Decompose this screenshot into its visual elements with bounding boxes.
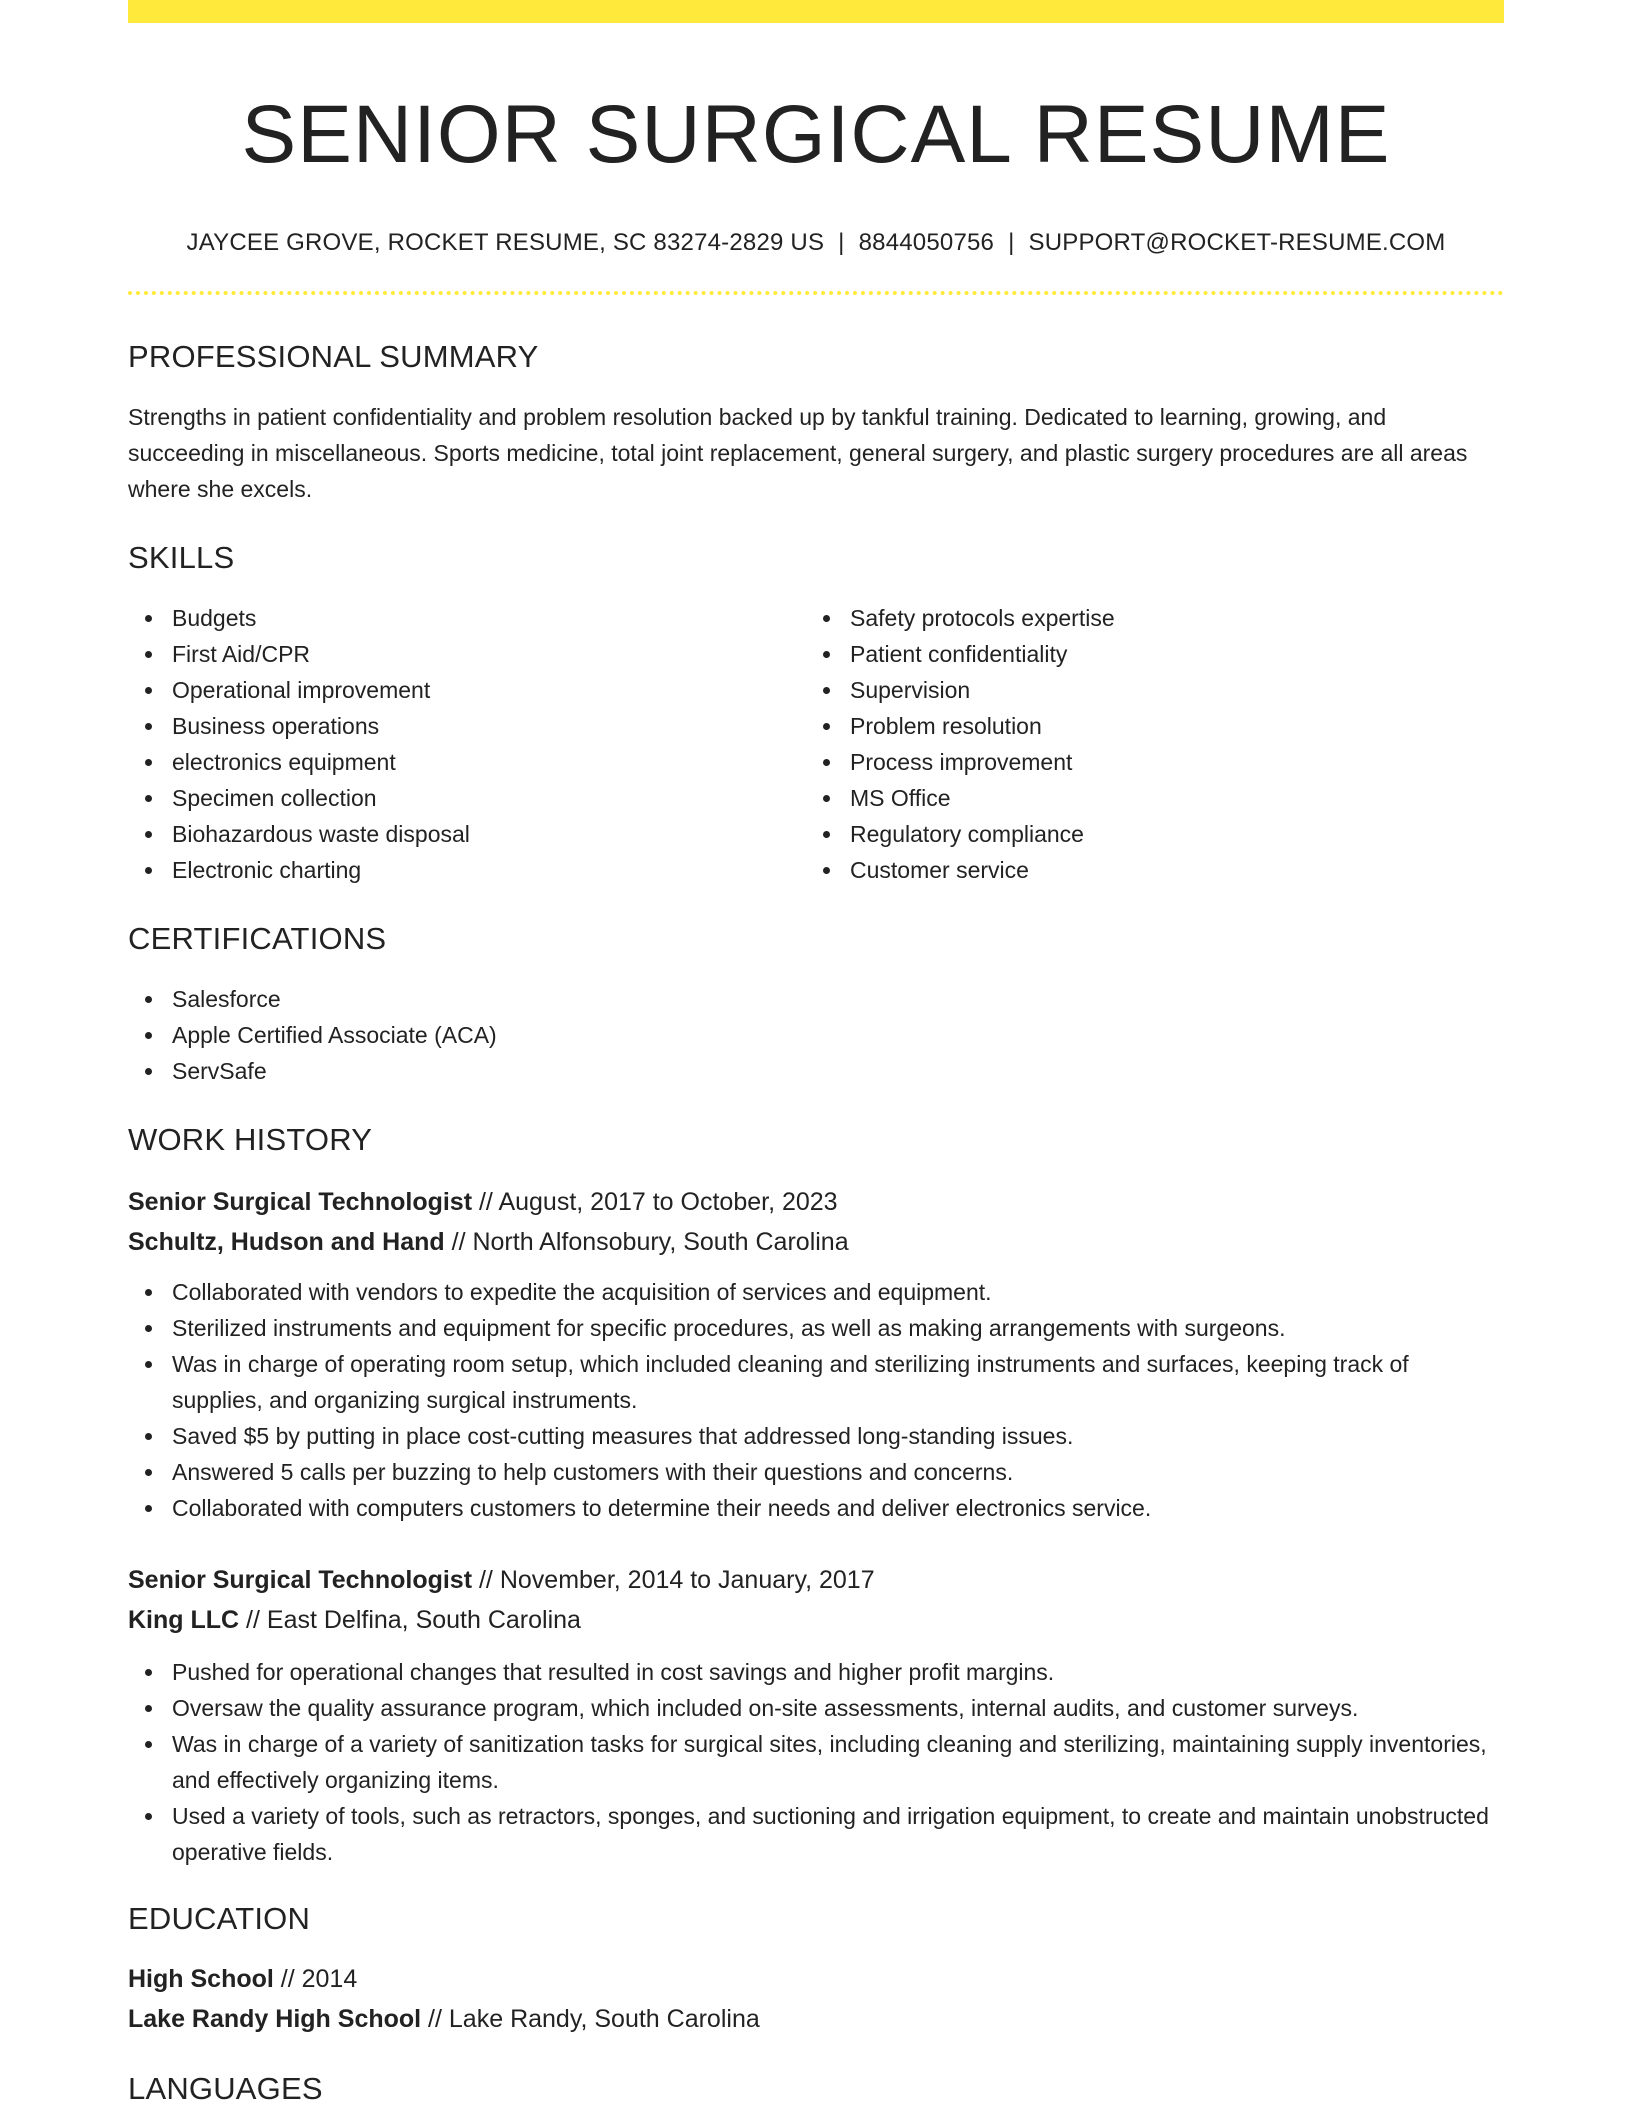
certification-item: Apple Certified Associate (ACA) <box>128 1017 1504 1053</box>
skill-item: Electronic charting <box>128 852 806 888</box>
job-title-line <box>128 1182 1504 1222</box>
certifications-list <box>128 981 1504 1089</box>
skill-item: Regulatory compliance <box>806 816 1484 852</box>
skill-item: Operational improvement <box>128 672 806 708</box>
skill-item: Supervision <box>806 672 1484 708</box>
job-entry <box>128 1560 1504 1870</box>
job-bullet: Collaborated with computers customers to determine their needs and deliver electronics service. <box>128 1490 1504 1526</box>
skill-item: Customer service <box>806 852 1484 888</box>
contact-address: JAYCEE GROVE, ROCKET RESUME, SC 83274-2829 US <box>186 229 825 256</box>
job-company-line <box>128 1600 1504 1640</box>
summary-section <box>128 337 1504 507</box>
field-separator: // <box>239 1606 267 1634</box>
field-separator: // <box>472 1566 500 1594</box>
job-bullet: Oversaw the quality assurance program, which included on-site assessments, internal audits, and customer surveys. <box>128 1690 1504 1726</box>
skill-item: First Aid/CPR <box>128 636 806 672</box>
job-location: North Alfonsobury, South Carolina <box>472 1228 849 1256</box>
job-company: Schultz, Hudson and Hand <box>128 1228 445 1256</box>
skill-item: Business operations <box>128 708 806 744</box>
skill-item: electronics equipment <box>128 744 806 780</box>
languages-heading: LANGUAGES <box>128 2071 323 2106</box>
job-bullet: Used a variety of tools, such as retractors, sponges, and suctioning and irrigation equipment, to create and maintain unobstructed operative fields. <box>128 1798 1504 1870</box>
job-title: Senior Surgical Technologist <box>128 1566 473 1594</box>
job-bullet: Was in charge of operating room setup, which included cleaning and sterilizing instruments and surfaces, keeping track of supplies, and organizing surgical instruments. <box>128 1346 1504 1418</box>
job-bullet: Was in charge of a variety of sanitization tasks for surgical sites, including cleaning and sterilizing, maintaining supply inventories, and effectively organizing items. <box>128 1726 1504 1798</box>
education-section <box>128 1899 1504 2039</box>
job-bullet: Sterilized instruments and equipment for specific procedures, as well as making arrangements with surgeons. <box>128 1310 1504 1346</box>
skill-item: Patient confidentiality <box>806 636 1484 672</box>
resume-page <box>128 0 1504 2109</box>
job-title-line <box>128 1560 1504 1600</box>
work-history-heading: WORK HISTORY <box>128 1122 373 1157</box>
job-bullet: Saved $5 by putting in place cost-cutting measures that addressed long-standing issues. <box>128 1418 1504 1454</box>
job-bullet: Pushed for operational changes that resulted in cost savings and higher profit margins. <box>128 1654 1504 1690</box>
header-divider <box>128 291 1504 295</box>
skill-item: Problem resolution <box>806 708 1484 744</box>
education-degree-line <box>128 1959 1504 1999</box>
field-separator: // <box>472 1188 499 1216</box>
languages-section <box>128 2069 1504 2109</box>
skill-item: Biohazardous waste disposal <box>128 816 806 852</box>
education-school-line <box>128 1999 1504 2039</box>
contact-phone: 8844050756 <box>858 229 995 256</box>
skill-item: Process improvement <box>806 744 1484 780</box>
education-degree: High School <box>128 1965 274 1993</box>
education-heading: EDUCATION <box>128 1901 311 1936</box>
job-bullet: Collaborated with vendors to expedite the acquisition of services and equipment. <box>128 1274 1504 1310</box>
skill-item: MS Office <box>806 780 1484 816</box>
education-school: Lake Randy High School <box>128 2005 422 2033</box>
job-bullet: Answered 5 calls per buzzing to help customers with their questions and concerns. <box>128 1454 1504 1490</box>
field-separator: // <box>421 2005 449 2033</box>
job-bullets <box>128 1274 1504 1526</box>
skills-list-left <box>128 600 806 888</box>
job-dates: November, 2014 to January, 2017 <box>499 1566 875 1594</box>
contact-separator: | <box>838 229 845 256</box>
skills-heading: SKILLS <box>128 540 235 575</box>
job-dates: August, 2017 to October, 2023 <box>498 1188 838 1216</box>
job-company-line <box>128 1222 1504 1262</box>
summary-text: Strengths in patient confidentiality and problem resolution backed up by tankful training. Dedicated to learning, growing, and succeeding in miscellaneous. Sports medicine, total joint replacement, general surgery, and plastic surgery procedures are all areas where she excels. <box>128 404 1468 502</box>
field-separator: // <box>273 1965 302 1993</box>
work-history-section <box>128 1120 1504 1870</box>
contact-separator: | <box>1008 229 1015 256</box>
resume-title: SENIOR SURGICAL RESUME <box>241 89 1391 180</box>
job-entry <box>128 1182 1504 1526</box>
field-separator: // <box>444 1228 473 1256</box>
skill-item: Specimen collection <box>128 780 806 816</box>
education-location: Lake Randy, South Carolina <box>448 2005 760 2033</box>
skills-section <box>128 538 1504 888</box>
education-year: 2014 <box>301 1965 358 1993</box>
job-bullets <box>128 1654 1504 1870</box>
skill-item: Safety protocols expertise <box>806 600 1484 636</box>
job-location: East Delfina, South Carolina <box>266 1606 581 1634</box>
skills-list-right <box>806 600 1484 888</box>
contact-line <box>128 227 1504 259</box>
skill-item: Budgets <box>128 600 806 636</box>
job-title: Senior Surgical Technologist <box>128 1188 473 1216</box>
summary-heading: PROFESSIONAL SUMMARY <box>128 339 539 374</box>
certifications-heading: CERTIFICATIONS <box>128 921 387 956</box>
certification-item: Salesforce <box>128 981 1504 1017</box>
certification-item: ServSafe <box>128 1053 1504 1089</box>
contact-email: SUPPORT@ROCKET-RESUME.COM <box>1028 229 1446 256</box>
certifications-section <box>128 919 1504 1089</box>
job-company: King LLC <box>128 1606 240 1634</box>
accent-bar <box>128 0 1504 23</box>
